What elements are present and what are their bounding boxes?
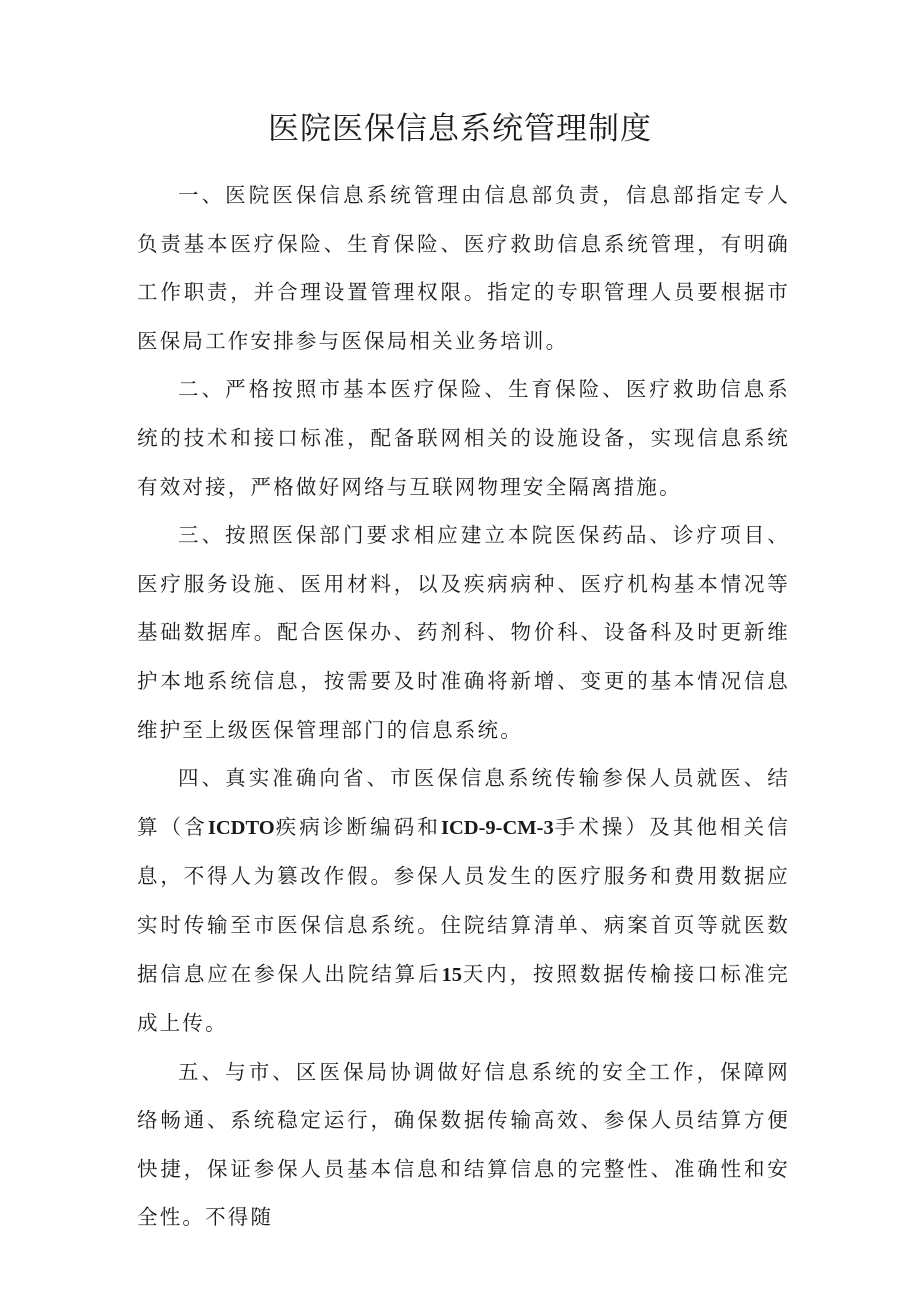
document-body [137, 171, 790, 1242]
paragraph-3: 三、按照医保部门要求相应建立本院医保药品、诊疗项目、医疗服务设施、医用材料，以及疾病病种、医疗机构基本情况等基础数据库。配合医保办、药剂科、物价科、设备科及时更新维护本地系统信息，按需要及时准确将新增、变更的基本情况信息维护至上级医保管理部门的信息系统。 [137, 523, 790, 742]
paragraph-1: 一、医院医保信息系统管理由信息部负责，信息部指定专人负责基本医疗保险、生育保险、医疗救助信息系统管理，有明确工作职责，并合理设置管理权限。指定的专职管理人员要根据市医保局工作安排参与医保局相关业务培训。 [137, 183, 790, 353]
days-count: 15 [441, 963, 463, 986]
paragraph-4-text-d: 天内，按照数据传榆接口标准完成上传。 [137, 961, 790, 1036]
paragraph-4 [137, 754, 790, 1048]
document-title: 医院医保信息系统管理制度 [268, 111, 652, 147]
paragraph-5: 五、与市、区医保局协调做好信息系统的安全工作，保障网络畅通、系统稳定运行，确保数据传输高效、参保人员结算方便快捷，保证参保人员基本信息和结算信息的完整性、准确性和安全性。不得随 [137, 1059, 790, 1230]
paragraph-4-text-a: 四、真实准确向省、市医保信息系统传输参保人员就医、结算（含 [137, 766, 790, 839]
paragraph-4-text-c: 手术操）及其他相关信息，不得人为篡改作假。参保人员发生的医疗服务和费用数据应实时传输至市医保信息系统。住院结算清单、病案首页等就医数据信息应在参保人出院结算后 [137, 814, 790, 986]
paragraph-2: 二、严格按照市基本医疗保险、生育保险、医疗救助信息系统的技术和接口标准，配备联网相关的设施设备，实现信息系统有效对接，严格做好网络与互联网物理安全隔离措施。 [137, 377, 790, 499]
icd-code-2: ICD-9-CM-3 [441, 816, 554, 839]
paragraph-4-text-b: 疾病诊断编码和 [274, 814, 442, 839]
icd-code-1: ICDTO [207, 816, 275, 839]
